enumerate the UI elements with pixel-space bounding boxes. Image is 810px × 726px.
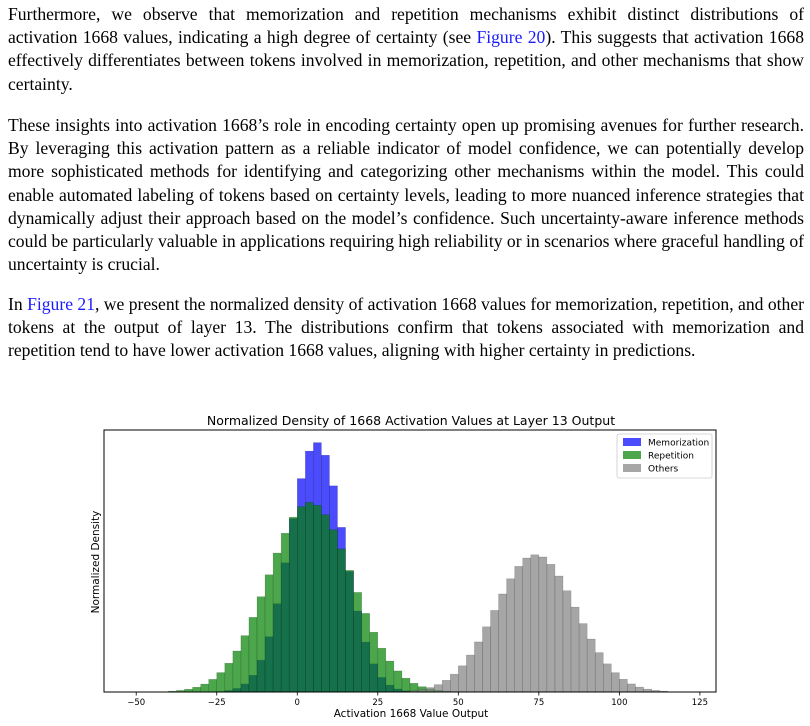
histogram-bar-others <box>450 674 458 692</box>
histogram-bar-repetition <box>265 575 273 692</box>
histogram-bars <box>168 443 667 692</box>
legend-swatch-memorization <box>623 438 641 446</box>
histogram-bar-others <box>627 684 635 692</box>
histogram-bar-repetition <box>402 678 410 692</box>
histogram-bar-others <box>571 607 579 692</box>
paragraph-1-text-start: Furthermore, we observe that memorization and repetition mechanisms exhibit distinct distributions of activation 1668 values, indicating a high degree of certainty (see <box>8 4 804 48</box>
x-tick-label: 75 <box>533 698 545 708</box>
legend-label-memorization: Memorization <box>648 438 710 449</box>
density-histogram-chart <box>0 408 810 726</box>
histogram-bar-others <box>531 555 539 692</box>
histogram-bar-repetition <box>289 517 297 692</box>
histogram-bar-others <box>458 666 466 692</box>
paragraph-1-text-end: ). This suggests that activation 1668 effectively differentiates between tokens involved in memorization, repetition, and other mechanisms that show certainty. <box>8 27 804 94</box>
x-axis-label: Activation 1668 Value Output <box>333 708 489 720</box>
figure-20-link[interactable]: Figure 20 <box>476 27 546 48</box>
histogram-bar-repetition <box>305 502 313 692</box>
paragraph-2-text: These insights into activation 1668’s role in encoding certainty open up promising avenues for further research. By leveraging this activation pattern as a reliable indicator of model confidence, we can potentially develop more sophisticated methods for identifying and categorizing other mechanisms within the model. This could enable automated labeling of tokens based on certainty levels, leading to more nuanced inference strategies that dynamically adjust their approach based on the model’s confidence. Such uncertainty-aware inference methods could be particularly valuable in applications requiring high reliability or in scenarios where graceful handling of uncertainty is crucial. <box>8 115 804 275</box>
histogram-bar-others <box>434 685 442 692</box>
histogram-bar-others <box>507 579 515 692</box>
histogram-bar-repetition <box>394 671 402 692</box>
legend-label-others: Others <box>648 464 679 475</box>
histogram-bar-repetition <box>386 661 394 692</box>
histogram-bar-others <box>555 576 563 692</box>
x-tick-label: −25 <box>207 698 226 708</box>
histogram-bar-repetition <box>313 505 321 692</box>
histogram-bar-others <box>595 653 603 692</box>
histogram-bar-others <box>515 566 523 692</box>
histogram-bar-repetition <box>338 549 346 692</box>
histogram-bar-others <box>563 591 571 692</box>
histogram-bar-repetition <box>281 533 289 692</box>
histogram-bar-repetition <box>225 663 233 692</box>
histogram-bar-repetition <box>378 648 386 692</box>
histogram-bar-others <box>442 680 450 692</box>
histogram-bar-repetition <box>297 507 305 692</box>
histogram-bar-repetition <box>217 673 225 692</box>
histogram-bar-repetition <box>321 515 329 692</box>
paragraph-2 <box>8 114 804 276</box>
histogram-bar-repetition <box>273 553 281 692</box>
histogram-bar-repetition <box>370 632 378 692</box>
paragraph-3-text-end: , we present the normalized density of activation 1668 values for memorization, repetition, and other tokens at the output of layer 13. The distributions confirm that tokens associated with memorization and repetition tend to have lower activation 1668 values, aligning with higher certainty in predictions. <box>8 294 804 361</box>
figure-21-link[interactable]: Figure 21 <box>27 294 95 314</box>
legend-label-repetition: Repetition <box>648 451 694 462</box>
histogram-bar-others <box>635 687 643 692</box>
x-tick-label: 0 <box>294 698 300 708</box>
histogram-bar-others <box>466 655 474 692</box>
histogram-bar-repetition <box>362 613 370 692</box>
histogram-bar-others <box>603 664 611 692</box>
legend-swatch-repetition <box>623 451 641 459</box>
histogram-bar-repetition <box>241 636 249 692</box>
legend <box>617 434 712 478</box>
histogram-bar-repetition <box>346 570 354 692</box>
chart-title: Normalized Density of 1668 Activation Values at Layer 13 Output <box>206 413 616 428</box>
histogram-bar-repetition <box>209 679 217 692</box>
x-tick-label: 125 <box>691 698 709 708</box>
histogram-bar-others <box>547 564 555 692</box>
y-axis-label: Normalized Density <box>90 510 102 614</box>
histogram-bar-repetition <box>354 592 362 692</box>
x-axis-ticks <box>127 692 708 708</box>
paragraph-3 <box>8 293 804 363</box>
legend-swatch-others <box>623 464 641 472</box>
histogram-bar-repetition <box>201 684 209 692</box>
histogram-bar-repetition <box>249 617 257 692</box>
paragraph-3-text-start: In <box>8 294 28 314</box>
histogram-bar-others <box>491 610 499 692</box>
histogram-bar-others <box>499 594 507 692</box>
histogram-bar-repetition <box>329 530 337 692</box>
x-tick-label: −50 <box>127 698 146 708</box>
x-tick-label: 100 <box>611 698 628 708</box>
histogram-bar-repetition <box>193 687 201 692</box>
histogram-bar-others <box>611 673 619 692</box>
histogram-bar-others <box>474 642 482 692</box>
histogram-bar-others <box>482 627 490 692</box>
histogram-bar-others <box>587 639 595 692</box>
paragraph-1 <box>8 3 804 96</box>
histogram-bar-others <box>579 624 587 692</box>
histogram-bar-others <box>426 688 434 692</box>
histogram-bar-repetition <box>257 597 265 692</box>
x-tick-label: 25 <box>372 698 384 708</box>
histogram-bar-others <box>523 558 531 692</box>
histogram-bar-repetition <box>233 651 241 692</box>
histogram-bar-others <box>539 557 547 692</box>
histogram-bar-others <box>619 679 627 692</box>
x-tick-label: 50 <box>452 698 464 708</box>
